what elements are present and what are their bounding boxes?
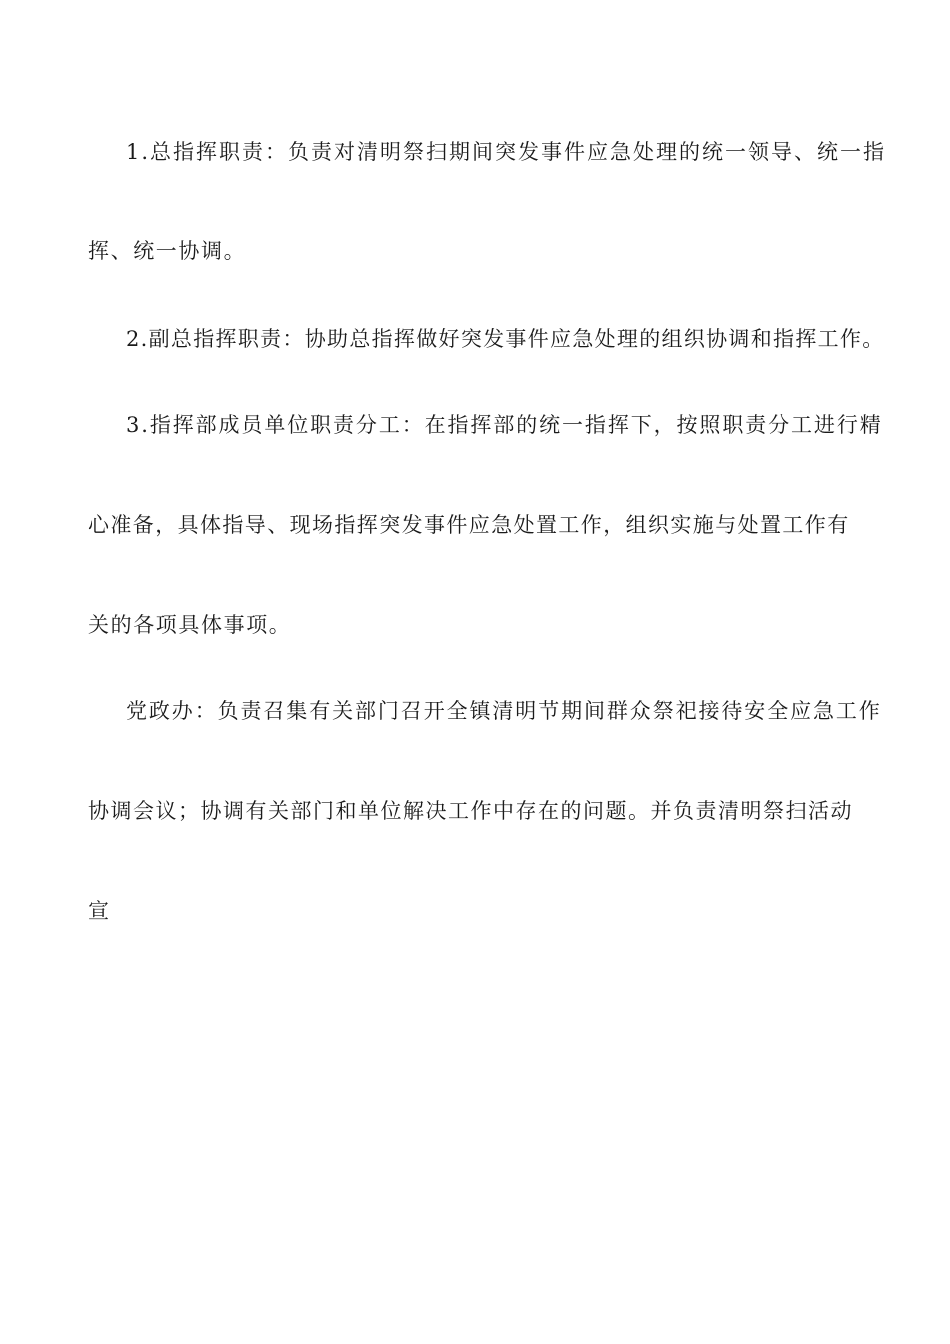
paragraph-4-line-2: 协调会议；协调有关部门和单位解决工作中存在的问题。并负责清明祭扫活动 [88, 799, 853, 823]
paragraph-3-line-3: 关的各项具体事项。 [88, 613, 292, 637]
paragraph-4-line-3: 宣 [88, 899, 111, 923]
paragraph-3-line-2: 心准备，具体指导、现场指挥突发事件应急处置工作，组织实施与处置工作有 [88, 513, 850, 537]
paragraph-3-line-1: 3.指挥部成员单位职责分工：在指挥部的统一指挥下，按照职责分工进行精 [126, 413, 883, 437]
paragraph-1-line-2: 挥、统一协调。 [88, 239, 247, 263]
paragraph-4-line-1: 党政办：负责召集有关部门召开全镇清明节期间群众祭祀接待安全应急工作 [126, 699, 882, 723]
paragraph-1-line-1: 1.总指挥职责：负责对清明祭扫期间突发事件应急处理的统一领导、统一指 [126, 140, 887, 164]
paragraph-2-line-1: 2.副总指挥职责：协助总指挥做好突发事件应急处理的组织协调和指挥工作。 [126, 327, 885, 351]
